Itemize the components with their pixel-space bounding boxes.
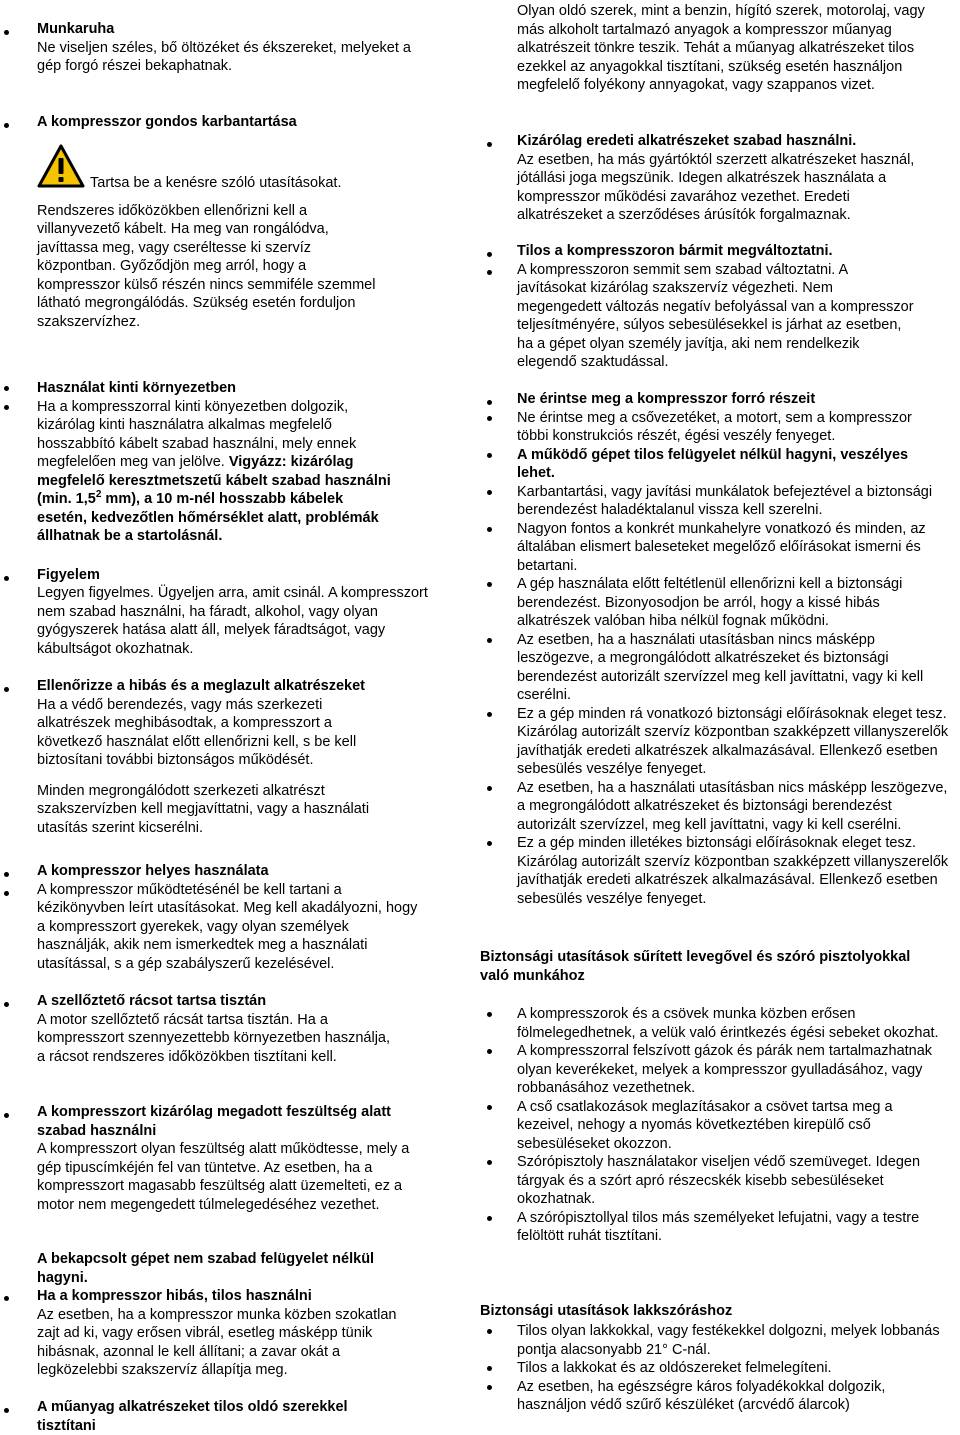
section-title: Figyelem xyxy=(37,567,100,583)
section-feszultseg xyxy=(0,1103,455,1214)
list-item-text: A kompresszorok és a csövek munka közben erősen fölmelegedhetnek, a velük való érintkezés égési sebeket okozhat. xyxy=(517,1006,939,1041)
forro-list xyxy=(517,409,960,909)
bullet xyxy=(487,841,492,846)
bullet xyxy=(487,416,492,421)
body-text: Ha a kompresszorral kinti könyezetben dolgozik, kizárólag kinti használatra alkalmas megfelelő hosszabbító kábelt szabad használni, mely ennek megfelelően meg van jelölve. xyxy=(37,398,357,470)
bullet xyxy=(4,1113,9,1118)
list-item xyxy=(517,1153,960,1209)
list-item-text: Ne érintse meg a csővezetéket, a motort, sem a kompresszor többi konstrukciós részét, égési veszély fenyeget. xyxy=(517,409,912,444)
bullet xyxy=(487,252,492,257)
bullet xyxy=(487,582,492,587)
section-helyes xyxy=(0,862,455,973)
bullet xyxy=(487,1160,492,1165)
section-title: Használat kinti környezetben xyxy=(37,380,237,396)
section-kinti xyxy=(0,379,455,546)
figyelem-body xyxy=(37,584,432,658)
bullet xyxy=(4,1296,9,1301)
list-item-text: Szórópisztoly használatakor viseljen védő szemüveget. Idegen tárgyak és a szórt apró részecskék kisebb sebesüléseket okozhatnak. xyxy=(517,1154,921,1207)
section-forro xyxy=(480,390,960,908)
section-body xyxy=(37,398,397,546)
section-figyelem xyxy=(0,566,455,585)
section-body: Legyen figyelmes. Ügyeljen arra, amit csinál. A kompresszort nem szabad használni, ha fáradt, alkohol, vagy olyan gyógyszerek hatása alatt áll, melyek fáradtságot, vagy kábultságot okozhatnak. xyxy=(37,585,428,657)
list-item xyxy=(517,1378,960,1415)
warning-text: Tartsa be a kenésre szóló utasításokat. xyxy=(90,174,342,191)
section-karbantartas xyxy=(0,113,455,331)
section-body: A kompresszoron semmit sem szabad változtatni. A javításokat kizárólag szakszervíz végezheti. Nem megengedett változás negatív befolyással van a kompresszor teljesítményére, súlyos sebesülésekkel is járhat az esetben, ha a gépet olyan személy javítja, aki nem rendelkezik elegendő szaktudással. xyxy=(517,261,914,370)
section-hibas xyxy=(0,1287,455,1380)
list-item-text: Ez a gép minden rá vonatkozó biztonsági előírásoknak eleget tesz. Kizárólag autorizált szervíz központban szakképzett villanyszerelők javíthatják eredeti alkatrészek alkalmazásával. Ellenkező esetben sebesülés veszélye fenyeget. xyxy=(517,705,949,777)
section-body: A kompresszort olyan feszültség alatt működtesse, mely a gép tipuscímkéjén fel van tüntetve. Az esetben, ha a kompresszort magasabb feszültség alatt üzemelteti, ez a motor nem megengedett túlmelegedéséhez vezethet. xyxy=(37,1141,410,1213)
list-item xyxy=(517,1042,960,1098)
bullet xyxy=(4,1002,9,1007)
section-title: A műanyag alkatrészeket tilos oldó szerekkel tisztítani xyxy=(37,1399,348,1434)
section-eredeti xyxy=(480,132,960,225)
section-body: Az esetben, ha a kompresszor munka közben szokatlan zajt ad ki, vagy erősen vibrál, esetleg másképp tünik hibásnak, azonnal le kell állítani; a zavar okát a legközelebbi szakszervíz állapítja meg. xyxy=(37,1306,397,1378)
list-item-text: Karbantartási, vagy javítási munkálatok befejeztével a biztonsági berendezést haladéktalanul vissza kell szerelni. xyxy=(517,483,933,518)
list-item-text: Tilos olyan lakkokkal, vagy festékekkel dolgozni, melyek lobbanás pontja alacsonyabb 21° C-nál. xyxy=(517,1323,940,1358)
list-item-text: A gép használata előtt feltétlenül ellenőrizni kell a biztonsági berendezést. Bizonyosodjon be arról, hogy a kissé hibás alkatrészek valóban hiba nélkül fognak működni. xyxy=(517,576,903,629)
list-item-text: Az esetben, ha a használati utasításban nics másképp leszögezve, a megrongálódott alkatrészeket és biztonsági berendezést autorizált szervízzel, meg kell javíttatni, vagy ki kell cserélni. xyxy=(517,779,948,833)
bold-text: mm), a 10 m-nél hosszabb kábelek esetén, kedvezőtlen hőmérséklet alatt, problémák állhatnak be a startolásnál. xyxy=(37,491,379,544)
warning-triangle-icon xyxy=(37,144,85,188)
list-item xyxy=(517,446,960,483)
bullet xyxy=(4,891,9,896)
section-title: Tilos a kompresszoron bármit megváltoztatni. xyxy=(517,243,833,259)
list-item xyxy=(517,1098,960,1154)
bullet xyxy=(4,30,9,35)
section-title: A bekapcsolt gépet nem szabad felügyelet nélkül hagyni. xyxy=(37,1251,375,1286)
list-item xyxy=(517,1359,960,1378)
section-title: Kizárólag eredeti alkatrészeket szabad használni. xyxy=(517,133,857,149)
bullet xyxy=(487,1385,492,1390)
bullet xyxy=(487,1216,492,1221)
list-item-text: Az esetben, ha a használati utasításban nincs másképp leszögezve, a megrongálódott alkatrészeket és biztonsági berendezést autorizált szervízzel meg kell javíttatni, vagy ki kell cserélni. xyxy=(517,631,924,703)
section-lakk xyxy=(480,1322,960,1415)
bullet xyxy=(487,453,492,458)
bullet xyxy=(487,270,492,275)
list-item xyxy=(517,631,960,705)
list-item xyxy=(517,483,960,520)
bullet xyxy=(4,872,9,877)
bullet xyxy=(4,386,9,391)
section-munkaruha xyxy=(0,20,455,76)
list-item-text: A kompresszorral felszívott gázok és párák nem tartalmazhatnak olyan keverékeket, melyek a kompresszor gyulladásához, vagy robbanásához vezethetnek. xyxy=(517,1043,933,1096)
bullet xyxy=(487,638,492,643)
list-item xyxy=(517,705,960,779)
section-valtoztatni xyxy=(480,242,960,372)
section-title: Ellenőrizze a hibás és a meglazult alkatrészeket xyxy=(37,678,366,694)
bullet xyxy=(487,1012,492,1017)
list-item xyxy=(517,779,960,835)
list-item xyxy=(517,409,960,446)
bold-text: Vigyázz: kizárólag megfelelő keresztmetszetű kábelt szabad használni (min. 1,5 xyxy=(37,454,391,507)
bullet xyxy=(487,142,492,147)
section-szellozteto xyxy=(0,992,455,1066)
section-title: Ne érintse meg a kompresszor forró részeit xyxy=(517,391,816,407)
list-item xyxy=(517,1322,960,1359)
bullet xyxy=(4,687,9,692)
list-item-text: Nagyon fontos a konkrét munkahelyre vonatkozó és minden, az általában elismert baleseteket megelőző előírásokat ismerni és betartani. xyxy=(517,520,926,574)
section-pisztoly xyxy=(480,1005,960,1246)
pisztoly-list xyxy=(517,1005,960,1246)
section-title: A szellőztető rácsot tartsa tisztán xyxy=(37,993,267,1009)
list-item xyxy=(517,575,960,631)
section-title: A kompresszor gondos karbantartása xyxy=(37,114,297,130)
section-body-2: Minden megrongálódott szerkezeti alkatrészt szakszervízben kell megjavíttatni, vagy a használati utasítás szerint kicserélni. xyxy=(37,782,370,836)
pisztoly-heading: Biztonsági utasítások sűrített levegővel és szóró pisztolyokkal való munkához xyxy=(480,949,911,984)
section-muanyag xyxy=(0,1398,455,1435)
bullet xyxy=(4,1408,9,1413)
bullet xyxy=(487,1049,492,1054)
section-body: Az esetben, ha más gyártóktól szerzett alkatrészeket használ, jótállási joga megszünik. Idegen alkatrészek használata a kompresszor működési zavarához vezethet. Eredeti alkatrészeket a szerződéses árúsítók forgalmaznak. xyxy=(517,151,915,223)
section-title: A kompresszort kizárólag megadott feszültség alatt szabad használni xyxy=(37,1104,391,1139)
bullet xyxy=(4,405,9,410)
section-body: Ne viseljen széles, bő öltözéket és ékszereket, melyeket a gép forgó részei bekaphatnak. xyxy=(37,39,411,74)
section-body: Ha a védő berendezés, vagy más szerkezeti alkatrészek meghibásodtak, a kompresszort a következő használat előtt ellenőrizni kell, s be kell biztosítani további biztonságos működését. xyxy=(37,696,357,768)
bullet xyxy=(487,527,492,532)
section-body: Olyan oldó szerek, mint a benzin, hígító szerek, motorolaj, vagy más alkoholt tartalmazó anyagok a kompresszor műanyag alkatrészeit tönkre teszik. Tehát a műanyag alkatrészeket tilos ezekkel az anyagokkal tisztítani, szükség esetén használjon megfelelő folyékony annyagokat, vagy szappanos vizet. xyxy=(517,3,925,93)
section-body: A motor szellőztető rácsát tartsa tisztán. Ha a kompresszort szennyezettebb környezetben használja, a rácsot rendszeres időközökben tisztítani kell. xyxy=(37,1011,391,1065)
section-body: A kompresszor működtetésénél be kell tartani a kézikönyvben leírt utasításokat. Meg kell akadályozni, hogy a kompresszort gyerekek, vagy olyan személyek használják, akik nem ismerkedtek meg a használati utasítással, s a gép szabályszerű kezelésével. xyxy=(37,881,418,972)
superscript: 2 xyxy=(95,489,102,501)
list-item xyxy=(517,1209,960,1246)
lakk-list xyxy=(517,1322,960,1415)
list-item-text: Az esetben, ha egészségre káros folyadékokkal dolgozik, használjon védő szűrő készüléket (arcvédő álarcok) xyxy=(517,1378,886,1413)
list-item-text: A szórópisztollyal tilos más személyeket lefujatni, vagy a testre felöltött ruhát tisztítani. xyxy=(517,1209,920,1244)
bullet xyxy=(487,1366,492,1371)
section-body: Rendszeres időközökben ellenőrizni kell a villanyvezető kábelt. Ha meg van rongálódva, javíttassa meg, vagy cseréltesse ki szervíz központban. Győződjön meg arról, hogy a kompresszor külső részén nincs semmiféle szemmel látható megrongálódás. Szükség esetén forduljon szakszervízhez. xyxy=(37,202,376,330)
section-ellenorizze xyxy=(0,677,455,837)
bullet xyxy=(487,400,492,405)
muanyag-continued xyxy=(480,2,960,95)
bullet xyxy=(487,1105,492,1110)
list-item xyxy=(517,1005,960,1042)
bullet xyxy=(487,786,492,791)
section-title: A kompresszor helyes használata xyxy=(37,863,269,879)
bullet xyxy=(487,1329,492,1334)
list-item xyxy=(517,834,960,908)
bullet xyxy=(487,490,492,495)
section-title: Ha a kompresszor hibás, tilos használni xyxy=(37,1288,312,1304)
section-title: Munkaruha xyxy=(37,21,115,37)
bullet xyxy=(4,123,9,128)
warning-row xyxy=(37,142,455,194)
lakk-heading: Biztonsági utasítások lakkszóráshoz xyxy=(480,1303,733,1319)
list-item-text: Tilos a lakkokat és az oldószereket felmelegíteni. xyxy=(517,1360,832,1376)
section-bekapcsolt xyxy=(0,1250,455,1287)
list-item-text: A működő gépet tilos felügyelet nélkül hagyni, veszélyes lehet. xyxy=(517,446,909,481)
list-item-text: Ez a gép minden illetékes biztonsági előírásoknak eleget tesz. Kizárólag autorizált szervíz központban szakképzett villanyszerelők javíthatják eredeti alkatrészek alkalmazásával. Ellenkező esetben sebesülés veszélye fenyeget. xyxy=(517,835,949,907)
list-item-text: A cső csatlakozások meglazításakor a csövet tartsa meg a kezeivel, nehogy a nyomás következtében kirepülő cső sebesüléseket okozzon. xyxy=(517,1098,893,1152)
list-item xyxy=(517,520,960,576)
bullet xyxy=(4,576,9,581)
bullet xyxy=(487,712,492,717)
